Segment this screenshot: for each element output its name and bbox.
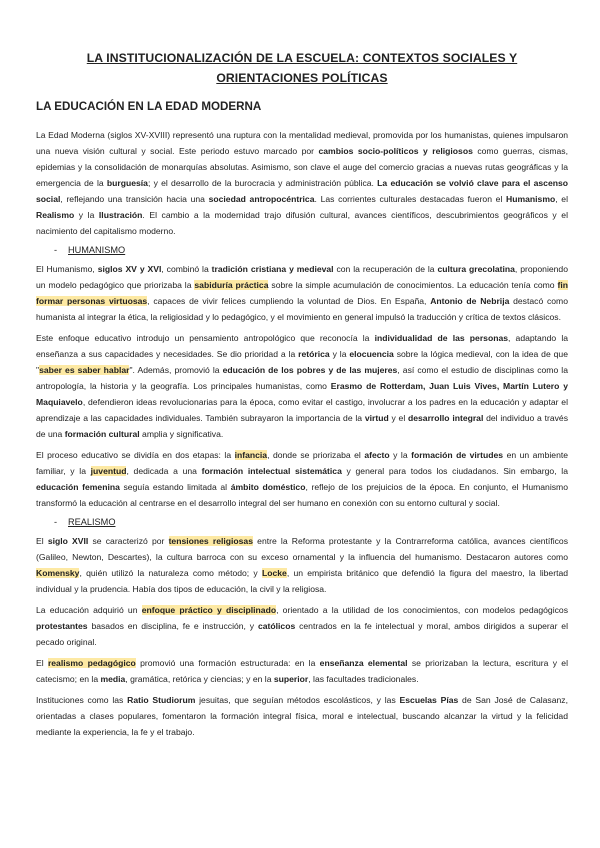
- bold-term: virtud: [364, 413, 389, 423]
- bold-term: Escuelas Pías: [399, 695, 459, 705]
- highlighted-term: realismo pedagógico: [47, 658, 136, 668]
- text-run: basados en disciplina, fe e instrucción, y: [87, 621, 258, 631]
- text-run: El: [36, 658, 48, 668]
- text-run: , orientado a la utilidad de los conocimientos, con modelos pedagógicos: [276, 605, 568, 615]
- subsection-humanismo: [36, 245, 568, 255]
- text-run: La Edad Moderna (siglos XV-XVIII) representó una ruptura con la mentalidad medieval, promovida por los humanistas, quienes impulsaron una nueva visión cultural y social. Este periodo estuvo marcado por: [36, 130, 568, 156]
- highlighted-term: Komensky: [36, 568, 80, 578]
- bold-term: enseñanza elemental: [319, 658, 408, 668]
- highlighted-term: enfoque práctico y disciplinado: [141, 605, 277, 615]
- text-run: en un ambiente familiar, y la: [36, 450, 569, 476]
- bold-term: individualidad de las personas: [374, 333, 509, 343]
- text-run: sobre la simple acumulación de conocimientos. La educación tenía como: [268, 280, 558, 290]
- text-run: centrados en la fe intelectual y moral, ambos dirigidos a superar el pecado original.: [36, 621, 568, 647]
- text-run: , capaces de vivir felices cumpliendo la voluntad de Dios. En España,: [147, 296, 431, 306]
- bold-term: ámbito doméstico: [230, 482, 306, 492]
- text-run: ; y el desarrollo de la burocracia y administración pública.: [147, 178, 378, 188]
- text-run: y el: [388, 413, 408, 423]
- text-run: , quién utilizó la naturaleza como método; y: [79, 568, 262, 578]
- bold-term: tradición cristiana y medieval: [211, 264, 334, 274]
- bold-term: siglo XVII: [47, 536, 89, 546]
- text-run: del individuo a través de una: [36, 413, 568, 439]
- text-run: La educación adquirió un: [36, 605, 142, 615]
- text-run: , donde se priorizaba el: [267, 450, 365, 460]
- text-run: se priorizaban la lectura, escritura y el catecismo; en la: [36, 658, 568, 684]
- text-run: amplia y significativa.: [139, 429, 224, 439]
- bold-term: superior: [273, 674, 309, 684]
- bold-term: Ratio Studiorum: [127, 695, 196, 705]
- bold-term: Ilustración: [98, 210, 143, 220]
- text-run: , proponiendo un modelo pedagógico que priorizaba la: [36, 264, 568, 290]
- text-run: jesuitas, que seguían métodos escolásticos, y las: [195, 695, 400, 705]
- highlighted-term: fin formar personas virtuosas: [36, 280, 568, 306]
- text-run: y la: [74, 210, 99, 220]
- highlighted-term: infancia: [234, 450, 268, 460]
- bold-term: protestantes: [36, 621, 88, 631]
- bold-term: media: [100, 674, 126, 684]
- text-run: y la: [389, 450, 412, 460]
- text-run: y la: [329, 349, 350, 359]
- text-run: El proceso educativo se dividía en dos etapas: la: [36, 450, 235, 460]
- text-run: Instituciones como las: [36, 695, 128, 705]
- text-run: , un empirista británico que defendió la figura del maestro, la libertad individual y la prudencia. Había dos tipos de educación, la civil y la religiosa.: [36, 568, 569, 594]
- text-run: se caracterizó por: [88, 536, 169, 546]
- text-run: de San José de Calasanz, orientadas a clases populares, fomentaron la formación integral física, moral e intelectual, buscando alcanzar la virtud y la felicidad mediante la experiencia, la fe y el trabajo.: [36, 695, 568, 737]
- bold-term: formación intelectual sistemática: [201, 466, 342, 476]
- text-run: El Humanismo,: [36, 264, 98, 274]
- bold-term: cambios socio-políticos y religiosos: [318, 146, 473, 156]
- text-run: , el: [555, 194, 568, 204]
- paragraph-realismo-3: [36, 655, 568, 687]
- text-run: Este enfoque educativo introdujo un pensamiento antropológico que reconocía la: [36, 333, 375, 343]
- paragraph-realismo-4: [36, 692, 568, 740]
- highlighted-term: Locke: [261, 568, 287, 578]
- bold-term: La educación se volvió clave para el ascenso social: [36, 178, 568, 204]
- text-run: . Las corrientes culturales destacadas fueron el: [314, 194, 507, 204]
- highlighted-term: tensiones religiosas: [168, 536, 253, 546]
- text-run: , las facultades tradicionales.: [308, 674, 419, 684]
- text-run: destacó como humanista al integrar la ética, la religiosidad y lo pedagógico, y el movimiento en general impulsó la traducción y crítica de textos clásicos.: [36, 296, 568, 322]
- text-run: con la recuperación de la: [333, 264, 438, 274]
- text-run: . El cambio a la modernidad trajo difusión cultural, avances científicos, descubrimientos geográficos y el nacimiento del capitalismo moderno.: [36, 210, 568, 236]
- bold-term: Erasmo de Rotterdam, Juan Luis Vives, Martín Lutero y Maquiavelo: [36, 381, 568, 407]
- paragraph-realismo-1: [36, 533, 568, 597]
- highlighted-term: sabiduría práctica: [194, 280, 269, 290]
- text-run: , gramática, retórica y ciencias; y en la: [125, 674, 274, 684]
- text-run: seguía estando limitada al: [119, 482, 231, 492]
- document-title: LA INSTITUCIONALIZACIÓN DE LA ESCUELA: CONTEXTOS SOCIALES Y ORIENTACIONES POLÍTICAS: [86, 51, 518, 85]
- paragraph-realismo-2: [36, 602, 568, 650]
- highlighted-term: juventud: [90, 466, 127, 476]
- text-run: como guerras, cismas, epidemias y la consolidación de monarquías absolutas. Asimismo, son clave el auge del comercio gracias a nuevas rutas geográficas y la emergencia de la: [36, 146, 568, 188]
- text-run: , reflejo de los prejuicios de la época. En conjunto, el Humanismo transformó la educación al centrarse en el desarrollo integral del ser humano en conexión con su entorno cultural y social.: [36, 482, 568, 508]
- bold-term: elocuencia: [349, 349, 394, 359]
- text-run: , adaptando la enseñanza a sus capacidades y necesidades. Se dio prioridad a la: [36, 333, 569, 359]
- bold-term: afecto: [364, 450, 390, 460]
- text-run: , reflejando una transición hacia una: [60, 194, 209, 204]
- subsection-dash: -: [54, 245, 58, 255]
- text-run: El: [36, 536, 48, 546]
- bold-term: burguesía: [106, 178, 148, 188]
- text-run: , combinó la: [161, 264, 212, 274]
- bold-term: desarrollo integral: [408, 413, 484, 423]
- text-run: entre la Reforma protestante y la Contrarreforma católica, avances científicos (Galileo, Newton, Descartes), la cultura barroca con su exceso ornamental y la influencia del humanismo. Destacaron autores como: [36, 536, 568, 562]
- bold-term: siglos XV y XVI: [97, 264, 162, 274]
- text-run: , así como el estudio de disciplinas como la antropología, la historia y la geografía. Los principales humanistas, como: [36, 365, 568, 391]
- text-run: sobre la lógica medieval, con la idea de que ": [36, 349, 568, 375]
- bold-term: educación de los pobres y de las mujeres: [222, 365, 398, 375]
- bold-term: educación femenina: [36, 482, 120, 492]
- paragraph-intro: [36, 127, 568, 239]
- bold-term: católicos: [257, 621, 296, 631]
- paragraph-humanismo-1: [36, 261, 568, 325]
- subsection-realismo: [36, 517, 568, 527]
- bold-term: formación cultural: [64, 429, 140, 439]
- subsection-dash: -: [54, 517, 58, 527]
- section-heading: LA EDUCACIÓN EN LA EDAD MODERNA: [36, 100, 262, 113]
- text-run: , dedicada a una: [126, 466, 202, 476]
- bold-term: formación de virtudes: [411, 450, 504, 460]
- bold-term: Realismo: [36, 210, 75, 220]
- highlighted-term: saber es saber hablar: [39, 365, 130, 375]
- bold-term: Humanismo: [506, 194, 556, 204]
- text-run: ". Además, promovió la: [129, 365, 223, 375]
- text-run: , defendieron ideas revolucionarias para la época, como evitar el castigo, involucrar a los padres en la educación y adaptar el aprendizaje a las capacidades individuales. También subrayaron la importancia de la: [36, 397, 568, 423]
- text-run: promovió una formación estructurada: en la: [135, 658, 320, 668]
- bold-term: sociedad antropocéntrica: [208, 194, 315, 204]
- bold-term: cultura grecolatina: [437, 264, 515, 274]
- subsection-label: HUMANISMO: [68, 245, 126, 255]
- text-run: y general para todos los ciudadanos. Sin embargo, la: [341, 466, 568, 476]
- subsection-label: REALISMO: [68, 517, 116, 527]
- paragraph-humanismo-3: [36, 447, 568, 511]
- paragraph-humanismo-2: [36, 330, 568, 442]
- bold-term: Antonio de Nebrija: [430, 296, 510, 306]
- bold-term: retórica: [298, 349, 330, 359]
